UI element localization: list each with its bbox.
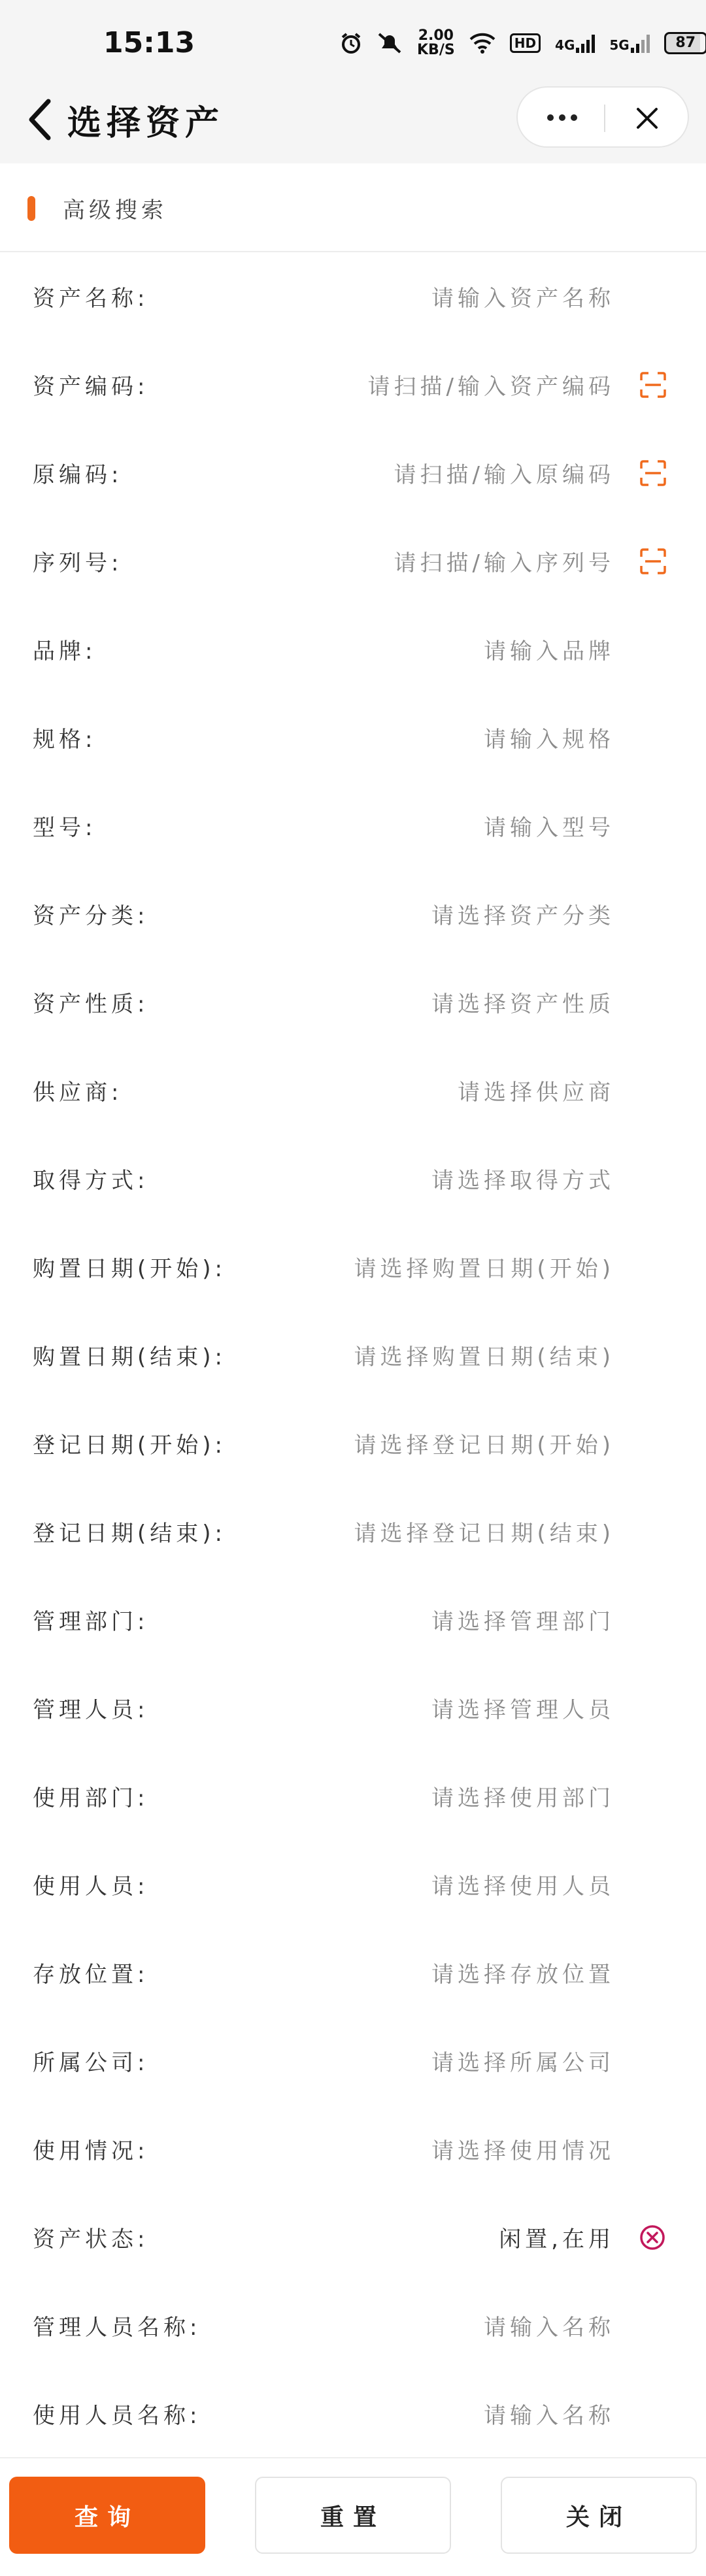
signal-5g: 5G (609, 33, 649, 53)
field-label: 品牌: (33, 638, 97, 665)
wifi-icon (469, 33, 496, 54)
section-accent-bar (27, 196, 35, 221)
field-label: 资产名称: (33, 286, 149, 312)
field-label: 使用人员: (33, 1874, 149, 1900)
page-title: 选择资产 (67, 104, 225, 143)
form-row[interactable] (0, 1576, 706, 1664)
mute-icon (377, 31, 403, 55)
field-placeholder[interactable]: 请选择所属公司 (431, 2050, 614, 2076)
form-row[interactable] (0, 1487, 706, 1576)
field-placeholder[interactable]: 请输入品牌 (484, 638, 614, 665)
field-placeholder[interactable]: 请选择存放位置 (431, 1962, 614, 1988)
form-row[interactable] (0, 2193, 706, 2281)
field-label: 使用部门: (33, 1785, 149, 1811)
search-form (0, 252, 706, 2458)
battery-icon: 87 (664, 32, 706, 54)
field-label: 登记日期(开始): (33, 1432, 226, 1459)
form-row[interactable] (0, 2281, 706, 2370)
field-label: 资产分类: (33, 903, 149, 929)
field-placeholder[interactable]: 请选择登记日期(结束) (354, 1521, 614, 1547)
field-placeholder[interactable]: 请选择资产性质 (431, 991, 614, 1017)
field-label: 原编码: (33, 462, 123, 488)
mini-program-capsule (516, 86, 689, 148)
close-button[interactable]: 关闭 (501, 2477, 697, 2554)
field-label: 资产编码: (33, 374, 149, 400)
signal-bars-icon (576, 33, 595, 53)
field-label: 购置日期(开始): (33, 1256, 226, 1282)
field-placeholder[interactable]: 请选择管理部门 (431, 1609, 614, 1635)
field-label: 资产状态: (33, 2226, 149, 2253)
field-label: 使用情况: (33, 2138, 149, 2164)
form-row[interactable] (0, 1752, 706, 1840)
field-label: 序列号: (33, 550, 123, 576)
hd-badge: HD (510, 33, 541, 53)
field-label: 存放位置: (33, 1962, 149, 1988)
section-title: 高级搜索 (63, 197, 167, 223)
capsule-divider (604, 105, 605, 132)
field-label: 管理人员: (33, 1697, 149, 1723)
clear-icon[interactable] (639, 2224, 665, 2251)
scan-icon[interactable] (639, 548, 667, 575)
field-label: 供应商: (33, 1080, 123, 1106)
form-row[interactable] (0, 693, 706, 782)
close-icon[interactable] (622, 99, 672, 137)
form-row[interactable] (0, 1399, 706, 1487)
form-row[interactable] (0, 517, 706, 605)
field-label: 使用人员名称: (33, 2403, 201, 2429)
more-icon[interactable] (536, 98, 588, 137)
field-placeholder[interactable]: 请选择使用部门 (431, 1785, 614, 1811)
field-placeholder[interactable]: 请选择资产分类 (431, 903, 614, 929)
form-row[interactable] (0, 1928, 706, 2017)
field-placeholder[interactable]: 请选择管理人员 (431, 1697, 614, 1723)
field-placeholder[interactable]: 请输入资产名称 (431, 286, 614, 312)
form-row[interactable] (0, 958, 706, 1046)
form-row[interactable] (0, 1311, 706, 1399)
field-value[interactable]: 闲置,在用 (499, 2226, 614, 2253)
form-row[interactable] (0, 870, 706, 958)
form-row[interactable] (0, 782, 706, 870)
field-placeholder[interactable]: 请输入规格 (484, 727, 614, 753)
field-placeholder[interactable]: 请扫描/输入资产编码 (367, 374, 614, 400)
field-label: 资产性质: (33, 991, 149, 1017)
form-row[interactable] (0, 1840, 706, 1928)
field-label: 登记日期(结束): (33, 1521, 226, 1547)
field-placeholder[interactable]: 请扫描/输入序列号 (394, 550, 614, 576)
status-time: 15:13 (103, 26, 195, 59)
field-label: 所属公司: (33, 2050, 149, 2076)
status-icons (340, 27, 706, 59)
field-placeholder[interactable]: 请选择购置日期(开始) (354, 1256, 614, 1282)
back-icon[interactable] (20, 97, 59, 142)
reset-button[interactable]: 重置 (255, 2477, 451, 2554)
form-row[interactable] (0, 340, 706, 429)
nav-header (0, 77, 706, 163)
form-row[interactable] (0, 2105, 706, 2193)
form-row[interactable] (0, 1046, 706, 1134)
field-placeholder[interactable]: 请选择供应商 (458, 1080, 614, 1106)
field-label: 规格: (33, 727, 97, 753)
field-placeholder[interactable]: 请选择购置日期(结束) (354, 1344, 614, 1370)
field-placeholder[interactable]: 请选择登记日期(开始) (354, 1432, 614, 1459)
advanced-search-header (0, 163, 706, 252)
scan-icon[interactable] (639, 371, 667, 399)
form-row[interactable] (0, 1664, 706, 1752)
field-placeholder[interactable]: 请选择使用人员 (431, 1874, 614, 1900)
field-placeholder[interactable]: 请输入型号 (484, 815, 614, 841)
alarm-icon (340, 32, 362, 54)
field-label: 管理人员名称: (33, 2315, 201, 2341)
signal-4g: 4G (555, 33, 595, 53)
field-placeholder[interactable]: 请输入名称 (484, 2403, 614, 2429)
field-label: 管理部门: (33, 1609, 149, 1635)
form-row[interactable] (0, 252, 706, 340)
field-placeholder[interactable]: 请选择使用情况 (431, 2138, 614, 2164)
footer-actions (0, 2457, 706, 2576)
signal-bars-icon (631, 33, 650, 53)
form-row[interactable] (0, 2017, 706, 2105)
field-label: 购置日期(结束): (33, 1344, 226, 1370)
form-row[interactable] (0, 1223, 706, 1311)
field-placeholder[interactable]: 请选择取得方式 (431, 1168, 614, 1194)
field-placeholder[interactable]: 请扫描/输入原编码 (394, 462, 614, 488)
status-bar (0, 0, 706, 88)
form-row[interactable] (0, 1134, 706, 1223)
form-row[interactable] (0, 2370, 706, 2458)
form-row[interactable] (0, 429, 706, 517)
field-label: 型号: (33, 815, 97, 841)
query-button[interactable]: 查询 (9, 2477, 205, 2554)
network-speed: 2.00 KB/S (417, 27, 455, 58)
field-placeholder[interactable]: 请输入名称 (484, 2315, 614, 2341)
form-row[interactable] (0, 605, 706, 693)
scan-icon[interactable] (639, 459, 667, 487)
field-label: 取得方式: (33, 1168, 149, 1194)
